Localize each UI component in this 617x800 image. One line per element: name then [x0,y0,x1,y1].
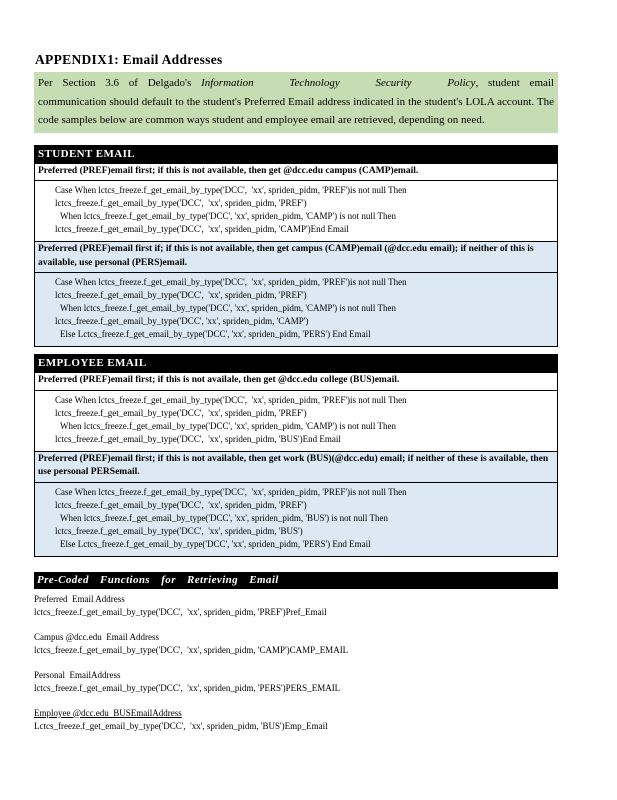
function-code: Lctcs_freeze.f_get_email_by_type('DCC', 'xx', spriden_pidm, 'BUS')Emp_Email [34,720,328,731]
code-line: lctcs_freeze.f_get_email_by_type('DCC', 'xx', spriden_pidm, 'PREF') [55,407,307,418]
student-section-2-description: Preferred (PREF)email first if; if this is not available, then get campus (CAMP)email (@dcc.edu email); if neither of this is available, use personal (PERS)email. [35,241,557,272]
student-section-1-code-block [35,180,557,241]
function-label: Employee @dcc.edu BUSEmailAddress [34,707,182,718]
code-line: lctcs_freeze.f_get_email_by_type('DCC', 'xx', spriden_pidm, 'CAMP') [55,316,309,326]
precoded-functions-list [34,593,558,733]
student-section-2-code-block [35,272,557,346]
code-line: Case When lctcs_freeze.f_get_email_by_type('DCC', 'xx', spriden_pidm, 'PREF')is not null Then [55,394,407,405]
code-line: Case When lctcs_freeze.f_get_email_by_type('DCC', 'xx', spriden_pidm, 'PREF')is not null Then [55,486,407,497]
document-content [34,52,558,745]
code-line: Case When lctcs_freeze.f_get_email_by_type('DCC', 'xx', spriden_pidm, 'PREF')is not null Then [55,277,407,287]
code-line: Case When lctcs_freeze.f_get_email_by_type('DCC', 'xx', spriden_pidm, 'PREF')is not null Then [55,185,407,195]
page-title: APPENDIX1: Email Addresses [35,52,223,67]
employee-email-table [34,354,558,557]
intro-text-after: , student email communication should default to the student's Preferred Email address indicated in the student's LOLA account. The code samples below are common ways student and employee email are retrieved, depending on need. [38,77,554,126]
code-line: When lctcs_freeze.f_get_email_by_type('DCC', 'xx', spriden_pidm, 'CAMP') is not null Then [60,303,397,313]
precoded-functions-section [34,572,558,733]
function-code: lctcs_freeze.f_get_email_by_type('DCC', 'xx', spriden_pidm, 'CAMP')CAMP_EMAIL [34,644,349,655]
function-entry-campus [34,631,558,657]
employee-section-2-code-block [35,482,557,556]
policy-document-title: Information Technology Security Policy [201,77,476,89]
intro-paragraph [34,72,558,133]
precoded-functions-header-bar: Pre-Coded Functions for Retrieving Email [34,572,558,589]
code-line: Else Lctcs_freeze.f_get_email_by_type('DCC', 'xx', spriden_pidm, 'PERS') End Email [60,329,371,339]
code-line: lctcs_freeze.f_get_email_by_type('DCC', 'xx', spriden_pidm, 'PREF') [55,499,307,510]
employee-email-header-bar: EMPLOYEE EMAIL [35,355,557,372]
code-line: Else Lctcs_freeze.f_get_email_by_type('DCC', 'xx', spriden_pidm, 'PERS') End Email [60,538,371,549]
function-label: Personal EmailAddress [34,669,121,680]
function-code: lctcs_freeze.f_get_email_by_type('DCC', 'xx', spriden_pidm, 'PREF')Pref_Email [34,606,327,617]
student-email-table [34,145,558,348]
code-line: lctcs_freeze.f_get_email_by_type('DCC', 'xx', spriden_pidm, 'BUS') [55,525,303,536]
code-line: lctcs_freeze.f_get_email_by_type('DCC', 'xx', spriden_pidm, 'PREF') [55,290,307,300]
function-entry-employee-bus [34,707,558,733]
function-code: lctcs_freeze.f_get_email_by_type('DCC', 'xx', spriden_pidm, 'PERS')PERS_EMAIL [34,682,341,693]
intro-text-before: Per Section 3.6 of Delgado's [38,77,202,89]
code-line: When lctcs_freeze.f_get_email_by_type('DCC', 'xx', spriden_pidm, 'BUS') is not null Then [60,512,388,523]
employee-section-1-description: Preferred (PREF)email first; if this is not availale, then get @dcc.edu college (BUS)email. [35,372,557,390]
employee-section-2-description: Preferred (PREF)email first; if this is not available, then get work (BUS)(@dcc.edu) email; if neither of these is available, then use personal PERSemail. [35,451,557,482]
function-label: Campus @dcc.edu Email Address [34,631,160,642]
function-entry-preferred [34,593,558,619]
student-email-header-bar: STUDENT EMAIL [35,146,557,163]
function-entry-personal [34,669,558,695]
code-line: When lctcs_freeze.f_get_email_by_type('DCC', 'xx', spriden_pidm, 'CAMP') is not null Then [60,420,397,431]
student-section-1-description: Preferred (PREF)email first; if this is not available, then get @dcc.edu campus (CAMP)email. [35,163,557,181]
employee-section-1-code-block [35,390,557,451]
code-line: lctcs_freeze.f_get_email_by_type('DCC', 'xx', spriden_pidm, 'CAMP')End Email [55,224,349,234]
code-line: lctcs_freeze.f_get_email_by_type('DCC', 'xx', spriden_pidm, 'BUS')End Email [55,433,341,444]
code-line: When lctcs_freeze.f_get_email_by_type('DCC', 'xx', spriden_pidm, 'CAMP') is not null Then [60,211,397,221]
function-label: Preferred Email Address [34,593,125,604]
code-line: lctcs_freeze.f_get_email_by_type('DCC', 'xx', spriden_pidm, 'PREF') [55,198,307,208]
